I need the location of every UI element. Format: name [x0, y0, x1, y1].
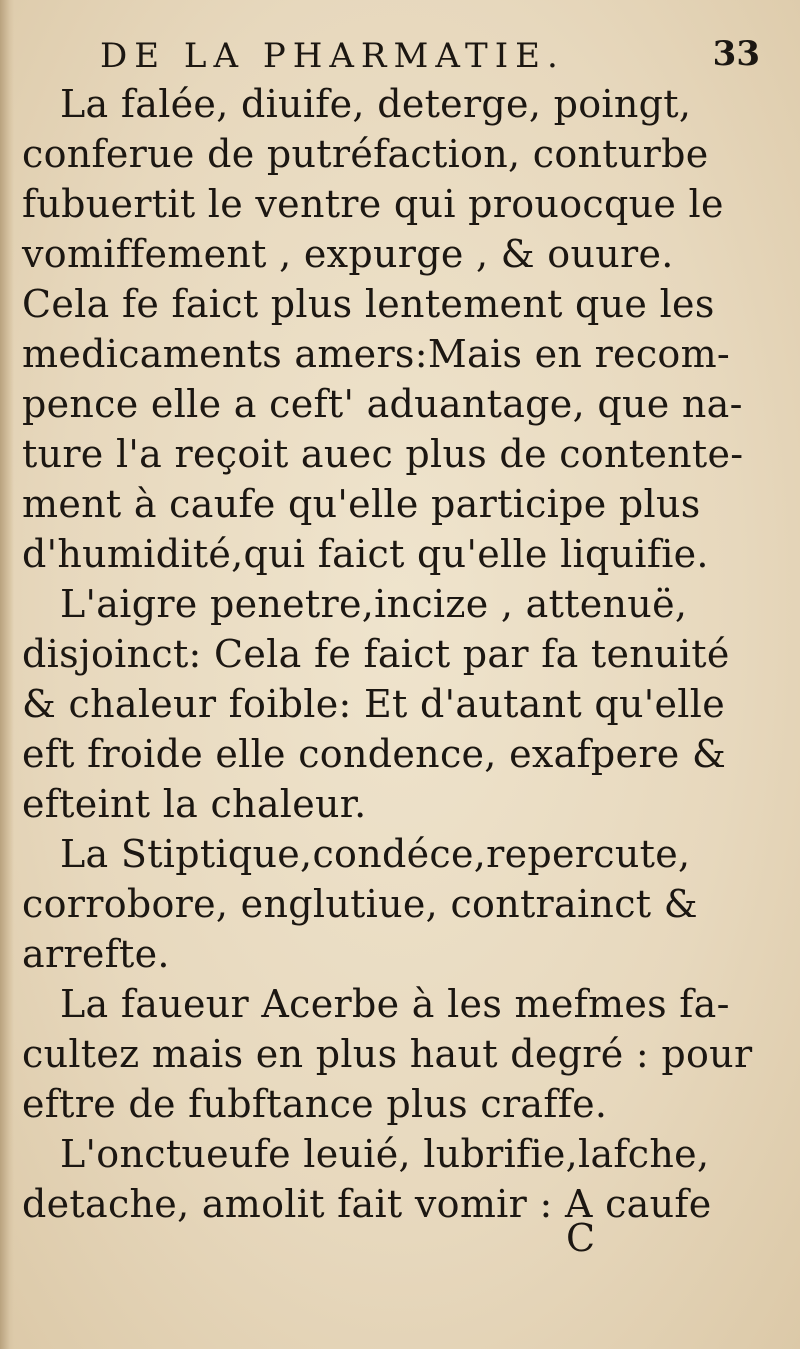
text-line: La faueur Acerbe à les mefmes fa- [60, 982, 730, 1026]
page-header [100, 28, 760, 88]
text-line: medicaments amers:Mais en recom- [22, 332, 731, 376]
text-line: d'humidité,qui faict qu'elle liquifie. [22, 532, 709, 576]
text-line: vomiffement , expurge , & ouure. [22, 232, 674, 276]
text-line: corrobore, englutiue, contrainct & [22, 882, 698, 926]
text-line: cultez mais en plus haut degré : pour [22, 1032, 753, 1076]
text-line: disjoinct: Cela fe faict par fa tenuité [22, 632, 730, 676]
text-line: eftre de fubftance plus craffe. [22, 1082, 608, 1126]
text-line: ture l'a reçoit auec plus de contente- [22, 432, 744, 476]
text-line: efteint la chaleur. [22, 782, 367, 826]
running-title: DE LA PHARMATIE. [100, 36, 565, 76]
text-line: & chaleur foible: Et d'autant qu'elle [22, 682, 725, 726]
text-line: eft froide elle condence, exafpere & [22, 732, 727, 776]
text-line: La falée, diuife, deterge, poingt, [60, 82, 692, 126]
text-line: ment à caufe qu'elle participe plus [22, 482, 701, 526]
text-line: pence elle a ceft' aduantage, que na- [22, 382, 743, 426]
signature-mark: C [566, 1216, 596, 1260]
binding-gutter-shadow [0, 0, 14, 1349]
text-line: detache, amolit fait vomir : A caufe [22, 1182, 712, 1226]
text-line: La Stiptique,condéce,repercute, [60, 832, 691, 876]
page-number: 33 [712, 34, 760, 74]
text-line: arrefte. [22, 932, 170, 976]
text-line: fubuertit le ventre qui prouocque le [22, 182, 724, 226]
text-line: L'onctueufe leuié, lubrifie,lafche, [60, 1132, 710, 1176]
text-line: L'aigre penetre,incize , attenuë, [60, 582, 688, 626]
text-line: conferue de putréfaction, conturbe [22, 132, 709, 176]
text-line: Cela fe faict plus lentement que les [22, 282, 715, 326]
